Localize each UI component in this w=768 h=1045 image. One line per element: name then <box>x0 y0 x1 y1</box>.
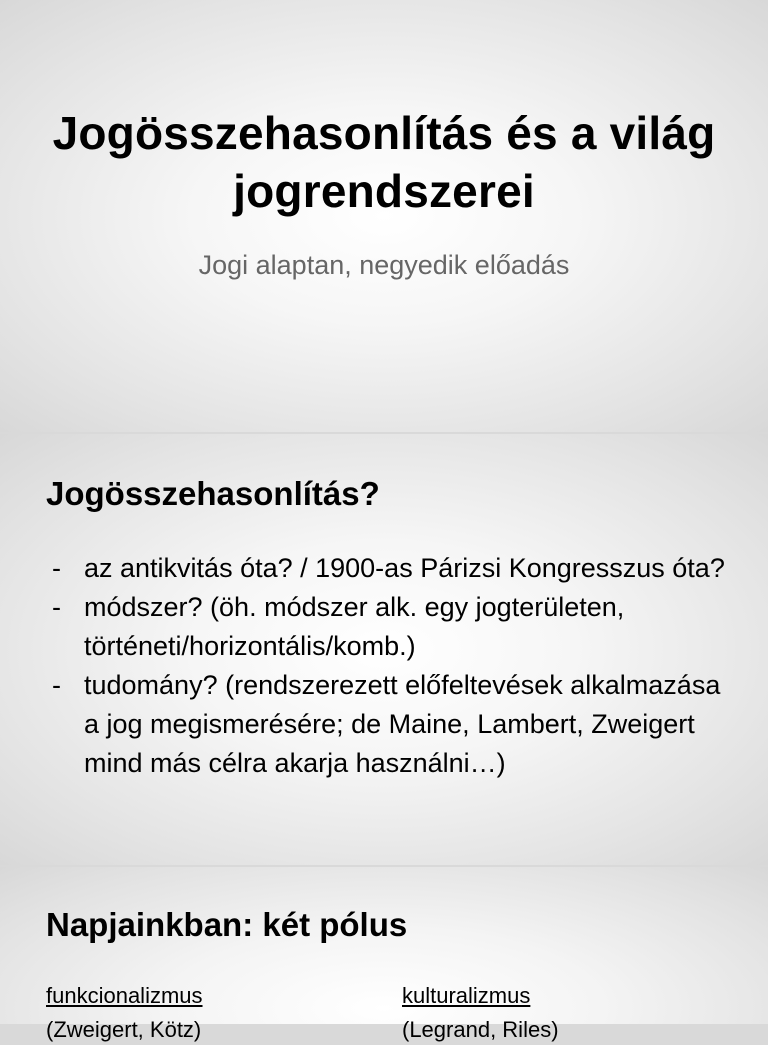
slide-heading: Napjainkban: két pólus <box>46 906 408 943</box>
bullet-text: módszer? (öh. módszer alk. egy jogterületen, történeti/horizontális/komb.) <box>84 592 625 661</box>
bullet-item <box>52 588 742 666</box>
right-column-sub: (Legrand, Riles) <box>402 1017 559 1042</box>
bullet-text: tudomány? (rendszerezett előfeltevések alkalmazása a jog megismerésére; de Maine, Lambert, Zweigert mind más célra akarja használni…) <box>84 670 721 778</box>
bullet-marker: - <box>52 592 61 622</box>
content-slide-comparative-law <box>0 434 768 865</box>
slide-heading: Jogösszehasonlítás? <box>46 475 380 512</box>
presentation-title: Jogösszehasonlítás és a világ jogrendszerei <box>52 107 716 217</box>
bullet-marker: - <box>52 670 61 700</box>
left-column-sub: (Zweigert, Kötz) <box>46 1017 202 1042</box>
bullet-text: az antikvitás óta? / 1900-as Párizsi Kongresszus óta? <box>84 553 725 583</box>
bullet-item <box>52 549 742 588</box>
bullet-marker: - <box>52 553 61 583</box>
content-slide-two-poles <box>0 867 768 1042</box>
bullet-list <box>52 549 742 783</box>
bullet-item <box>52 666 742 783</box>
right-column-label: kulturalizmus <box>402 983 531 1008</box>
title-slide <box>0 0 768 432</box>
presentation-subtitle: Jogi alaptan, negyedik előadás <box>198 250 570 280</box>
left-column-label: funkcionalizmus <box>46 983 203 1008</box>
